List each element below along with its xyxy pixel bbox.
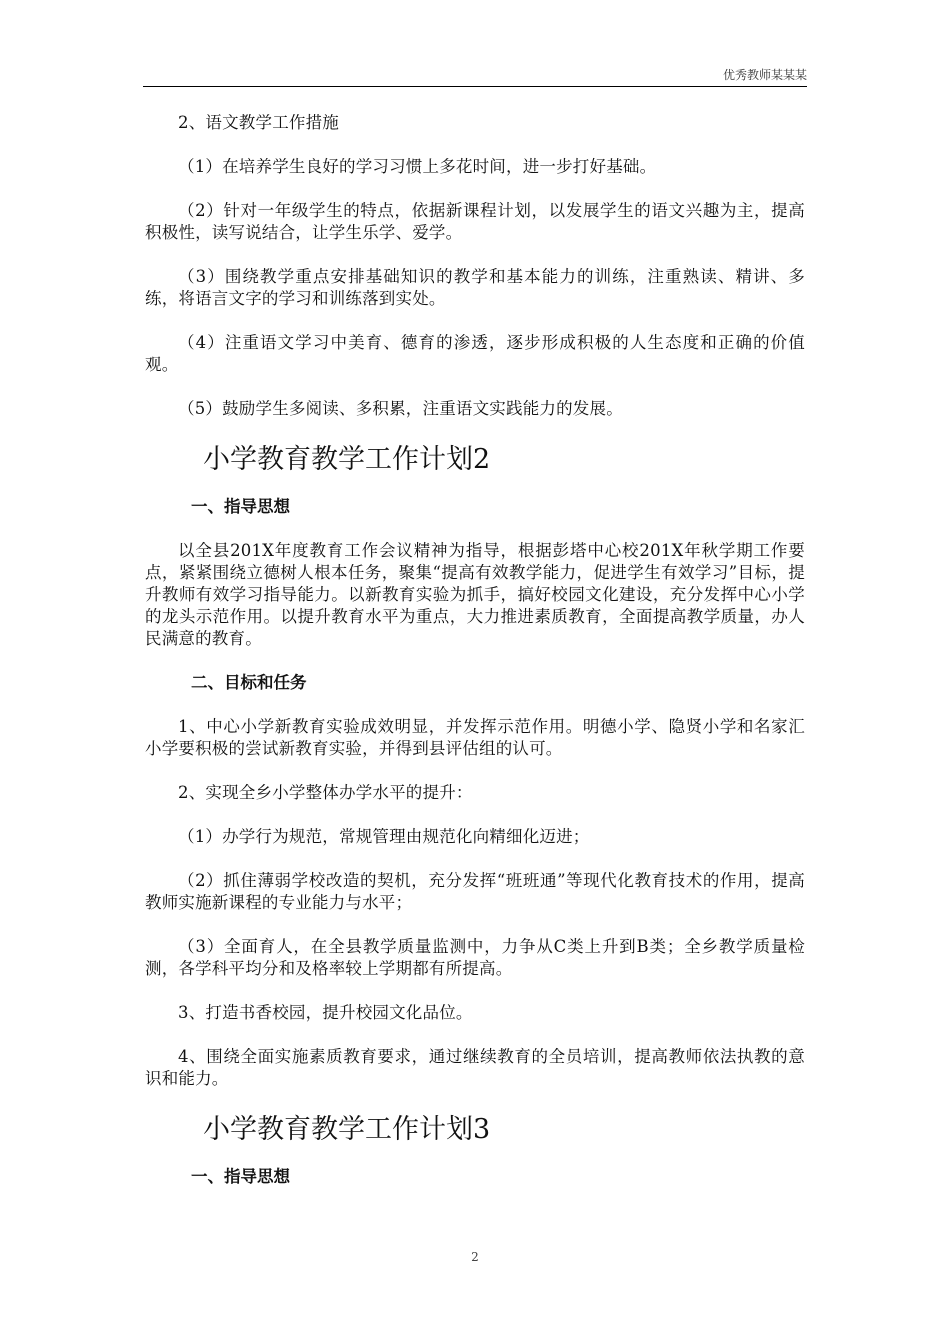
plan2-heading-guiding-ideology: 一、指导思想 [191,497,290,516]
header-divider [143,86,807,87]
document-body [145,112,805,1210]
paragraph: （2）针对一年级学生的特点，依据新课程计划，以发展学生的语文兴趣为主，提高积极性，读写说结合，让学生乐学、爱学。 [145,201,805,242]
paragraph: （3）全面育人，在全县教学质量监测中，力争从C类上升到B类；全乡教学质量检测，各学科平均分和及格率较上学期都有所提高。 [145,937,805,978]
paragraph: 1、中心小学新教育实验成效明显，并发挥示范作用。明德小学、隐贤小学和名家汇小学要积极的尝试新教育实验，并得到县评估组的认可。 [145,717,805,758]
paragraph: （4）注重语文学习中美育、德育的渗透，逐步形成积极的人生态度和正确的价值观。 [145,333,805,374]
paragraph: 4、围绕全面实施素质教育要求，通过继续教育的全员培训，提高教师依法执教的意识和能力。 [145,1047,805,1088]
page-number: 2 [471,1250,479,1264]
paragraph: （1）在培养学生良好的学习习惯上多花时间，进一步打好基础。 [178,157,657,176]
plan2-heading-goals: 二、目标和任务 [191,673,307,692]
page-header-text: 优秀教师某某某 [722,68,807,82]
paragraph: 2、语文教学工作措施 [178,113,339,132]
plan2-title: 小学教育教学工作计划2 [203,444,491,475]
paragraph: （5）鼓励学生多阅读、多积累，注重语文实践能力的发展。 [178,399,623,418]
plan3-heading-guiding-ideology: 一、指导思想 [191,1167,290,1186]
paragraph: （1）办学行为规范，常规管理由规范化向精细化迈进； [178,827,590,846]
paragraph: 以全县201X年度教育工作会议精神为指导，根据彭塔中心校201X年秋学期工作要点，紧紧围绕立德树人根本任务，聚集“提高有效教学能力，促进学生有效学习”目标，提升教师有效学习指导能力。以新教育实验为抓手，搞好校园文化建设，充分发挥中心小学的龙头示范作用。以提升教育水平为重点，大力推进素质教育，全面提高教学质量，办人民满意的教育。 [145,541,805,648]
paragraph: 3、打造书香校园，提升校园文化品位。 [178,1003,473,1022]
paragraph: （3）围绕教学重点安排基础知识的教学和基本能力的训练，注重熟读、精讲、多练，将语言文字的学习和训练落到实处。 [145,267,805,308]
paragraph: 2、实现全乡小学整体办学水平的提升： [178,783,473,802]
paragraph: （2）抓住薄弱学校改造的契机，充分发挥“班班通”等现代化教育技术的作用，提高教师实施新课程的专业能力与水平； [145,871,805,912]
plan3-title: 小学教育教学工作计划3 [203,1114,491,1145]
